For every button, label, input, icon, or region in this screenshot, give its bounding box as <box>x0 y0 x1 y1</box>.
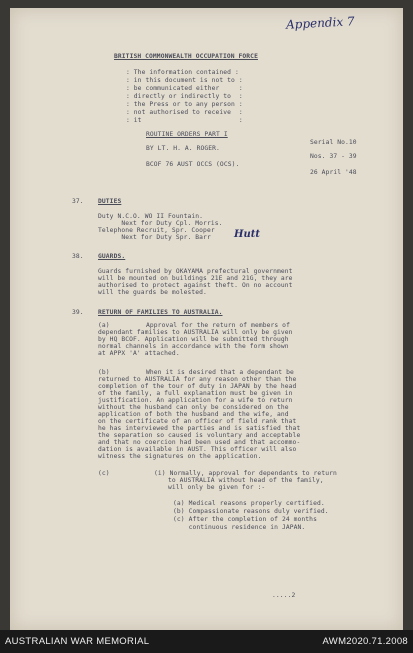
sub-b-line: and that no coercion had been used and that accommo- <box>98 439 301 446</box>
sub-label: (a) <box>98 322 110 329</box>
duty-line: Next for Duty Spr. Barr <box>98 234 211 241</box>
document-page <box>10 8 403 630</box>
sub-b-line: without the husband can only be considered on the <box>98 404 289 411</box>
order-date: 26 April '48 <box>310 169 357 176</box>
archive-reference: AWM2020.71.2008 <box>322 636 408 647</box>
sub-a-line: at APPX 'A' attached. <box>98 350 180 357</box>
sub-b-line: of the family, a full explanation must be given in <box>98 390 293 397</box>
guards-line: Guards furnished by OKAYAMA prefectural government <box>98 268 293 275</box>
sub-a-line: dependant families to AUSTRALIA will only be given <box>98 329 293 336</box>
item-number: 38. <box>72 253 84 260</box>
continuation-marker: .....2 <box>272 592 296 599</box>
sub-c-line: will only be given for :- <box>168 484 266 491</box>
sub-b-line: justification. An application for a wife to return <box>98 397 293 404</box>
item-heading-return: RETURN OF FAMILIES TO AUSTRALIA. <box>98 309 223 316</box>
sub-b-line: When it is desired that a dependant be <box>146 369 294 376</box>
sub-b-line: completion of the tour of duty in JAPAN by the head <box>98 383 297 390</box>
restriction-line: : The information contained : <box>126 69 239 76</box>
sub-c-line: to AUSTRALIA without head of the family, <box>168 477 324 484</box>
sub-a-line: normal channels in accordance with the form shown <box>98 343 289 350</box>
guards-line: will the guards be molested. <box>98 289 207 296</box>
archive-footer <box>0 630 413 653</box>
serial-number: Serial No.10 <box>310 139 357 146</box>
sub-c-list-item: (a) Medical reasons properly certified. <box>173 500 325 507</box>
sub-c-list-item: continuous residence in JAPAN. <box>173 524 306 531</box>
sub-b-line: he has interviewed the parties and is satisfied that <box>98 425 301 432</box>
sub-c-line: (i) Normally, approval for dependants to return <box>154 470 337 477</box>
orders-title: ROUTINE ORDERS PART I <box>146 131 228 138</box>
duty-line: Next for Duty Cpl. Morris. <box>98 220 223 227</box>
item-heading-duties: DUTIES <box>98 198 122 205</box>
sub-a-line: Approval for the return of members of <box>146 322 290 329</box>
unit-reference: BCOF 76 AUST OCCS (OCS). <box>146 161 240 168</box>
guards-line: authorised to protect against theft. On no account <box>98 282 293 289</box>
sub-b-line: dation is available in AUST. This officer will also <box>98 446 297 453</box>
restriction-line: : the Press or to any person : <box>126 101 243 108</box>
item-number: 39. <box>72 309 84 316</box>
sub-b-line: returned to AUSTRALIA for any reason other than the <box>98 376 297 383</box>
duty-line: Duty N.C.O. WO II Fountain. <box>98 213 204 220</box>
handwritten-name: Hutt <box>234 229 260 240</box>
item-heading-guards: GUARDS. <box>98 253 126 260</box>
sub-c-list-item: (c) After the completion of 24 months <box>173 516 317 523</box>
sub-b-line: on the certificate of an officer of field rank that <box>98 418 297 425</box>
sub-label: (b) <box>98 369 110 376</box>
by-line: BY LT. H. A. ROGER. <box>146 145 220 152</box>
restriction-line: : in this document is not to : <box>126 77 243 84</box>
restriction-line: : be communicated either : <box>126 85 243 92</box>
guards-line: will be mounted on buildings 21E and 21G, they are <box>98 275 293 282</box>
appendix-annotation: Appendix 7 <box>285 14 355 32</box>
sub-b-line: the separation so caused is voluntary and acceptable <box>98 432 301 439</box>
sub-c-list-item: (b) Compassionate reasons duly verified. <box>173 508 329 515</box>
sub-a-line: by HQ BCOF. Application will be submitted through <box>98 336 289 343</box>
restriction-line: : directly or indirectly to : <box>126 93 243 100</box>
item-number: 37. <box>72 198 84 205</box>
sub-b-line: witness the signatures on the application. <box>98 453 262 460</box>
restriction-line: : not authorised to receive : <box>126 109 243 116</box>
duty-line: Telephone Recruit, Spr. Cooper <box>98 227 215 234</box>
restriction-line: : it : <box>126 117 243 124</box>
order-numbers: Nos. 37 - 39 <box>310 153 357 160</box>
sub-b-line: application of both the husband and the wife, and <box>98 411 289 418</box>
archive-name: AUSTRALIAN WAR MEMORIAL <box>5 636 150 647</box>
force-title: BRITISH COMMONWEALTH OCCUPATION FORCE <box>114 53 258 60</box>
sub-label: (c) <box>98 470 110 477</box>
